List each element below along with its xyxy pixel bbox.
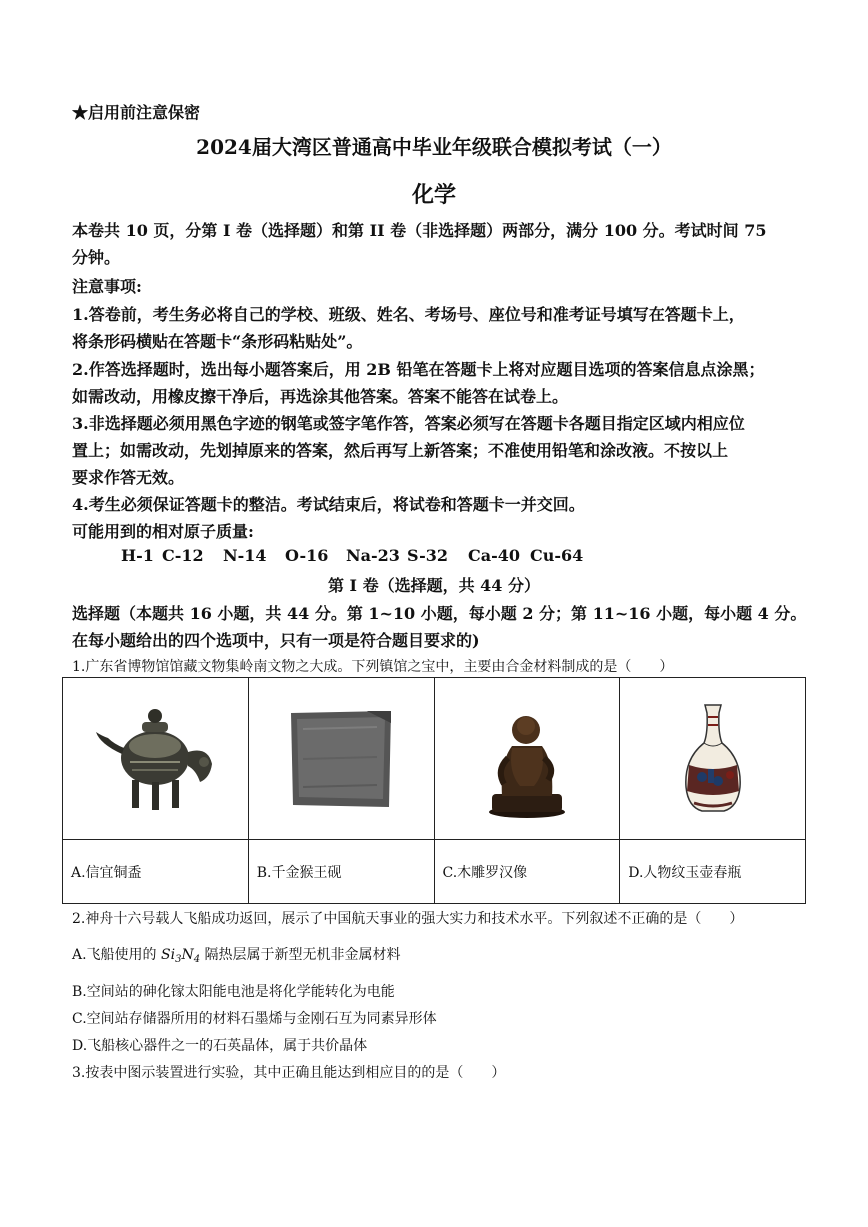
subject-title: 化学: [411, 182, 456, 208]
option-c-image-cell: [434, 678, 620, 840]
atomic-mass-n: N-14: [223, 546, 267, 565]
question-1-options-table: [62, 677, 806, 904]
option-d-image-cell: [620, 678, 806, 840]
atomic-mass-o: O-16: [285, 546, 329, 565]
option-b-image-cell: [248, 678, 434, 840]
question-2-option-b: B.空间站的砷化镓太阳能电池是将化学能转化为电能: [72, 984, 395, 1000]
note-2-line-1: 2.作答选择题时，选出每小题答案后，用 2B 铅笔在答题卡上将对应题目选项的答案信息点涂黑；: [72, 360, 765, 379]
question-2-option-a: [72, 944, 401, 965]
question-2-option-d: D.飞船核心器件之一的石英晶体，属于共价晶体: [72, 1038, 368, 1054]
notes-heading: 注意事项:: [72, 277, 142, 296]
intro-line-1: 本卷共 10 页，分第 I 卷（选择题）和第 II 卷（非选择题）两部分，满分 100 分。考试时间 75: [72, 221, 767, 240]
atomic-mass-ca: Ca-40: [468, 546, 521, 565]
option-a-suffix: 隔热层属于新型无机非金属材料: [204, 947, 401, 963]
option-d-label: D.人物纹玉壶春瓶: [620, 840, 806, 904]
exam-title: 2024届大湾区普通高中毕业年级联合模拟考试（一）: [196, 135, 672, 159]
note-3-line-3: 要求作答无效。: [72, 468, 185, 487]
question-1-stem: 1.广东省博物馆馆藏文物集岭南文物之大成。下列镇馆之宝中，主要由合金材料制成的是（ ）: [72, 659, 674, 675]
note-4: 4.考生必须保证答题卡的整洁。考试结束后，将试卷和答题卡一并交回。: [72, 495, 585, 514]
atomic-mass-s: S-32: [407, 546, 449, 565]
wooden-arhat-image: [482, 700, 572, 818]
atomic-mass-heading: 可能用到的相对原子质量:: [72, 522, 254, 541]
si3n4-formula: $Si_3N_4$: [161, 947, 201, 965]
option-a-image-cell: [63, 678, 249, 840]
intro-line-2: 分钟。: [72, 248, 121, 267]
inkstone-image: [287, 709, 395, 809]
question-3-stem: 3.按表中图示装置进行实验，其中正确且能达到相应目的的是（ ）: [72, 1065, 506, 1081]
section-1-desc-line-1: 选择题（本题共 16 小题，共 44 分。第 1~10 小题，每小题 2 分；第 11~16 小题，每小题 4 分。: [72, 604, 807, 623]
note-3-line-2: 置上；如需改动，先划掉原来的答案，然后再写上新答案；不准使用铅笔和涂改液。不按以上: [72, 441, 729, 460]
porcelain-vase-image: [678, 703, 748, 815]
section-1-desc-line-2: 在每小题给出的四个选项中，只有一项是符合题目要求的): [72, 631, 480, 650]
option-a-prefix: A.飞船使用的: [72, 947, 157, 963]
note-2-line-2: 如需改动，用橡皮擦干净后，再选涂其他答案。答案不能答在试卷上。: [72, 387, 569, 406]
note-3-line-1: 3.非选择题必须用黑色字迹的钢笔或签字笔作答，答案必须写在答题卡各题目指定区域内相应位: [72, 414, 745, 433]
option-a-label: A.信宜铜盉: [63, 840, 249, 904]
atomic-mass-cu: Cu-64: [530, 546, 584, 565]
option-c-label: C.木雕罗汉像: [434, 840, 620, 904]
atomic-mass-c: C-12: [162, 546, 204, 565]
secret-note: ★启用前注意保密: [72, 103, 201, 122]
bronze-vessel-image: [92, 706, 218, 812]
question-2-option-c: C.空间站存储器所用的材料石墨烯与金刚石互为同素异形体: [72, 1011, 437, 1027]
option-b-label: B.千金猴王砚: [248, 840, 434, 904]
note-1-line-2: 将条形码横贴在答题卡“条形码粘贴处”。: [72, 332, 363, 351]
question-2-stem: 2.神舟十六号载人飞船成功返回，展示了中国航天事业的强大实力和技术水平。下列叙述不正确的是（ ）: [72, 911, 744, 927]
atomic-mass-h: H-1: [121, 546, 154, 565]
atomic-mass-na: Na-23: [346, 546, 400, 565]
section-1-title: 第 I 卷（选择题，共 44 分）: [327, 576, 541, 595]
note-1-line-1: 1.答卷前，考生务必将自己的学校、班级、姓名、考场号、座位号和准考证号填写在答题卡上，: [72, 305, 745, 324]
